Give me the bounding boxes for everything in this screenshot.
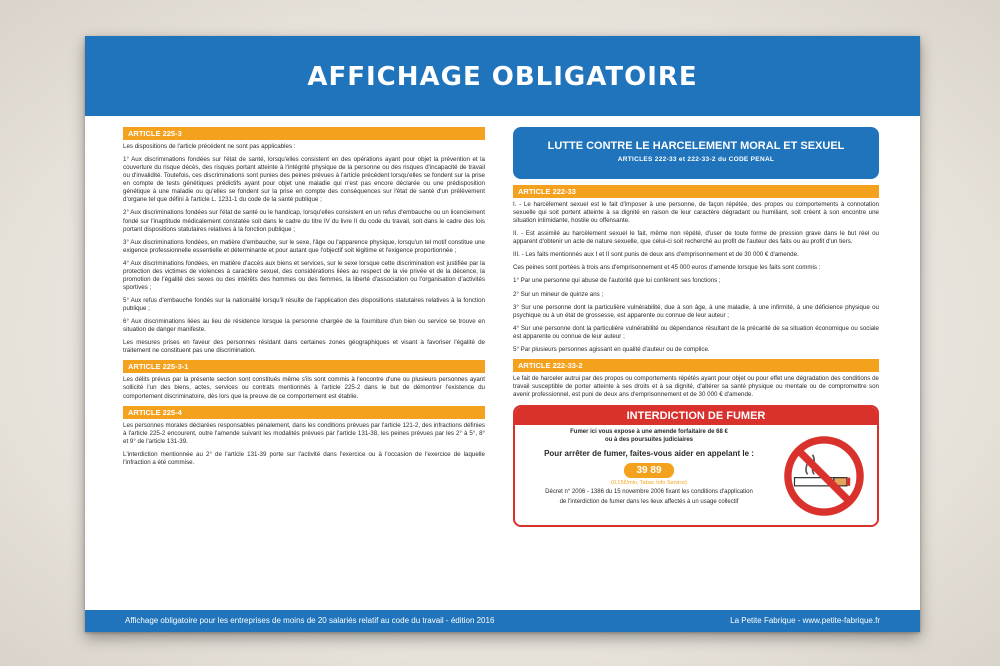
paragraph: 5° Aux refus d'embauche fondés sur la nationalité lorsqu'il résulte de l'application des dispositions statutaires relatives à la fonction publique ; (123, 297, 485, 313)
paragraph: I. - Le harcèlement sexuel est le fait d'imposer à une personne, de façon répétée, des propos ou comportements à connotation sexuelle qui soit portent atteinte à sa dignité en raison de leur caractère dégradant ou humiliant, soit créent à son encontre une situation intimidante, hostile ou offensante. (513, 201, 879, 225)
paragraph: Les personnes morales déclarées responsables pénalement, dans les conditions prévues par l'article 121-2, des infractions définies à l'article 225-2 encourent, outre l'amende suivant les modalités prévues par l'article 131-38, les peines prévues par les 2° à 5°, 8° et 9° de l'article 131-39. (123, 421, 485, 445)
article-title: ARTICLE 222-33-2 (513, 359, 879, 372)
paragraph: II. - Est assimilé au harcèlement sexuel le fait, même non répété, d'user de toute forme de pression grave dans le but réel ou apparent d'obtenir un acte de nature sexuelle, que celui-ci soit recherché au profit de l'auteur des faits ou au profit d'un tiers. (513, 230, 879, 246)
harassment-banner (513, 127, 879, 179)
paragraph: 3° Aux discriminations fondées, en matière d'embauche, sur le sexe, l'âge ou l'apparence physique, lorsqu'un tel motif constitue une exigence professionnelle essentielle et déterminante et pour autant que l'objectif soit légitime et l'exigence proportionnée ; (123, 238, 485, 254)
article-text (513, 201, 879, 354)
paragraph: 4° Aux discriminations fondées, en matière d'accès aux biens et services, sur le sexe lorsque cette discrimination est justifiée par la protection des victimes de violences à caractère sexuel, des considérations liées au respect de la vie privée et de la décence, la promotion de l'égalité des sexes ou des intérêts des hommes ou des femmes, la liberté d'association ou l'organisation d'activités sportives ; (123, 259, 485, 291)
footer-left-text: Affichage obligatoire pour les entreprises de moins de 20 salariés relatif au code du travail - édition 2016 (125, 616, 495, 625)
paragraph: 2° Aux discriminations fondées sur l'état de santé ou le handicap, lorsqu'elles consistent en un refus d'embauche ou un licenciement fondé sur l'inaptitude médicalement constatée soit dans le cadre du titre IV du livre II du code du travail, soit dans le cadre des lois portant dispositions statutaires relatives à la fonction publique ; (123, 209, 485, 233)
footer-right-text: La Petite Fabrique - www.petite-fabrique.fr (730, 616, 880, 625)
no-smoking-text (519, 429, 779, 507)
footer-band (85, 610, 920, 632)
banner-subtitle: ARTICLES 222-33 et 222-33-2 du CODE PENAL (617, 156, 775, 163)
article-title: ARTICLE 225-3-1 (123, 360, 485, 373)
article-text (123, 143, 485, 355)
no-smoking-title: INTERDICTION DE FUMER (515, 407, 877, 425)
article-text (123, 376, 485, 400)
prosecution-line: ou à des poursuites judiciaires (604, 436, 694, 443)
banner-title: LUTTE CONTRE LE HARCELEMENT MORAL ET SEXUEL (547, 140, 845, 152)
phone-badge: 39 89 (624, 463, 673, 478)
paragraph: 5° Par plusieurs personnes agissant en qualité d'auteur ou de complice. (513, 345, 710, 353)
fine-line: Fumer ici vous expose à une amende forfaitaire de 68 € (570, 429, 728, 436)
paragraph: Les dispositions de l'article précédent ne sont pas applicables : (123, 143, 296, 150)
tarif-line: (0,15€/min, Tabac Info Service) (610, 479, 688, 486)
left-column (123, 127, 485, 472)
paragraph: Les délits prévus par la présente section sont constitués même s'ils sont commis à l'encontre d'une ou plusieurs personnes ayant sollicité l'un des biens, actes, services ou contrats mentionnés à l'article 225-2 dans le but de démontrer l'existence du comportement discriminatoire, dès lors que la preuve de ce comportement est établie. (123, 376, 485, 400)
no-smoking-box (513, 405, 879, 527)
paragraph: L'interdiction mentionnée au 2° de l'article 131-39 porte sur l'activité dans l'exercice ou à l'occasion de l'exercice de laquelle l'infraction a été commise. (123, 450, 485, 466)
header-band (85, 36, 920, 116)
paragraph: III. - Les faits mentionnés aux I et II sont punis de deux ans d'emprisonnement et de 30 000 € d'amende. (513, 251, 799, 259)
paragraph: Ces peines sont portées à trois ans d'emprisonnement et 45 000 euros d'amende lorsque les faits sont commis : (513, 264, 821, 272)
article-text (123, 422, 485, 467)
no-smoking-icon (783, 435, 865, 517)
paragraph: 1° Par une personne qui abuse de l'autorité que lui confèrent ses fonctions ; (513, 277, 721, 285)
decree-line: Décret n° 2006 - 1386 du 15 novembre 2006 fixant les conditions d'application (545, 488, 753, 495)
page-title: AFFICHAGE OBLIGATOIRE (307, 62, 698, 92)
paragraph: 1° Aux discriminations fondées sur l'état de santé, lorsqu'elles consistent en des opérations ayant pour objet la prévention et la couverture du risque décès, des risques portant atteinte à l'intégrité physique de la personne ou des risques d'incapacité de travail ou d'invalidité. Toutefois, ces discriminations sont punies des peines prévues à l'article précédent lorsqu'elles se fondent sur la prise en compte de tests génétiques prédictifs ayant pour objet une maladie qui n'est pas encore déclarée ou une prédisposition génétique à une maladie ou qu'elles se fondent sur la prise en compte des conséquences sur l'état de santé d'un prélèvement d'organe tel que défini à l'article L. 1231-1 du code de la santé publique ; (123, 156, 485, 204)
paragraph: Les mesures prises en faveur des personnes résidant dans certaines zones géographiques et visant à favoriser l'égalité de traitement ne constituent pas une discrimination. (123, 339, 485, 355)
article-title: ARTICLE 222-33 (513, 185, 879, 198)
right-column (513, 127, 879, 527)
paragraph: 3° Sur une personne dont la particulière vulnérabilité, due à son âge, à une maladie, à une infirmité, à une déficience physique ou psychique ou à un état de grossesse, est apparente ou connue de leur auteur ; (513, 303, 879, 319)
paragraph: Le fait de harceler autrui par des propos ou comportements répétés ayant pour objet ou pour effet une dégradation des conditions de travail susceptible de porter atteinte à ses droits et à sa dignité, d'altérer sa santé physique ou mentale ou de compromettre son avenir professionnel, est puni de deux ans d'emprisonnement et de 30 000 € d'amende. (513, 374, 879, 398)
decree-line: de l'interdiction de fumer dans les lieux affectés à un usage collectif (559, 499, 739, 506)
article-text (513, 375, 879, 399)
article-title: ARTICLE 225-4 (123, 406, 485, 419)
poster (85, 36, 920, 632)
quit-help-line: Pour arrêter de fumer, faites-vous aider en appelant le : (544, 448, 754, 458)
paragraph: 4° Sur une personne dont la particulière vulnérabilité ou dépendance résultant de la précarité de sa situation économique ou sociale est apparente ou connue de leur auteur ; (513, 324, 879, 340)
paragraph: 6° Aux discriminations liées au lieu de résidence lorsque la personne chargée de la fourniture d'un bien ou service se trouve en situation de danger manifeste. (123, 318, 485, 334)
article-title: ARTICLE 225-3 (123, 127, 485, 140)
paragraph: 2° Sur un mineur de quinze ans ; (513, 290, 604, 298)
